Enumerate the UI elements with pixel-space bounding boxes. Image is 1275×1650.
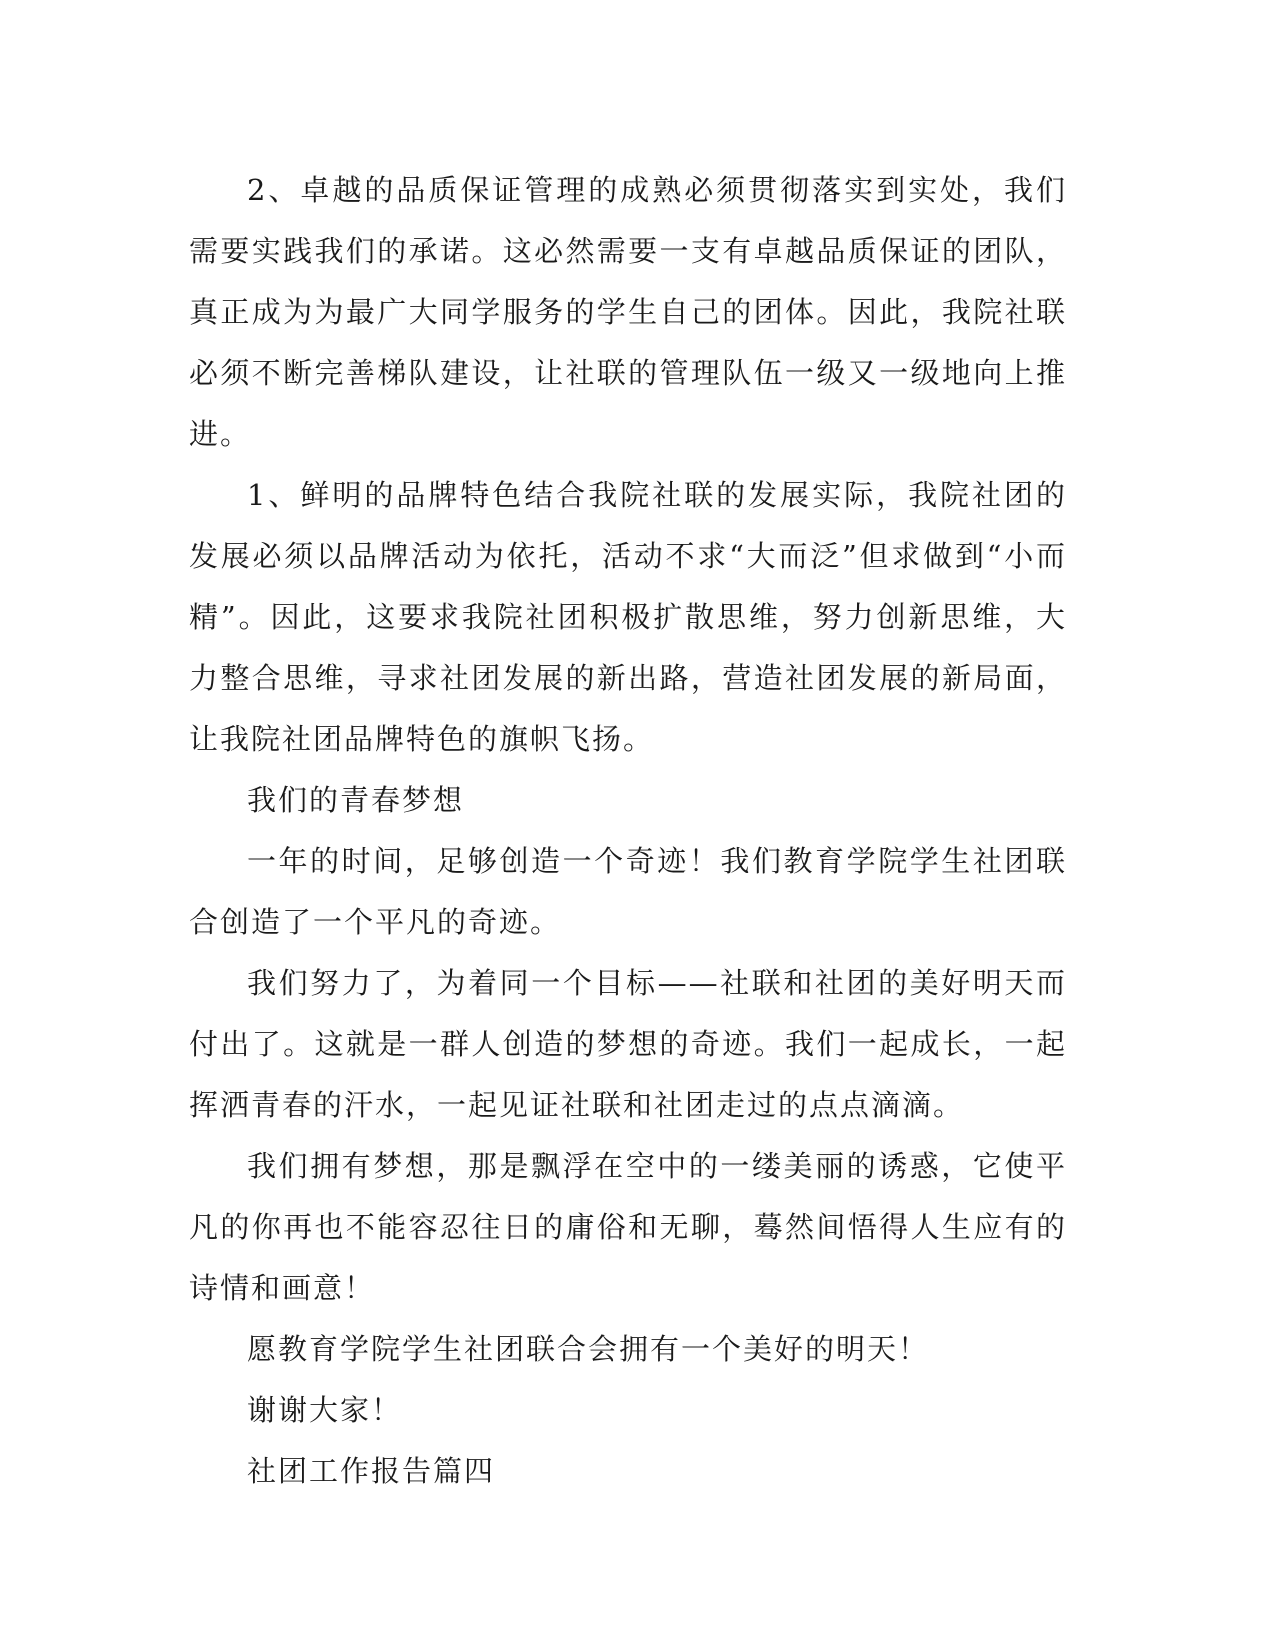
paragraph-wish: 愿教育学院学生社团联合会拥有一个美好的明天！ — [247, 1332, 930, 1366]
paragraph-thanks: 谢谢大家！ — [247, 1393, 403, 1427]
paragraph-brand-features: 1、鲜明的品牌特色结合我院社联的发展实际，我院社团的发展必须以品牌活动为依托，活动不求“大而泛”但求做到“小而精”。因此，这要求我院社团积极扩散思维，努力创新思维，大力整合思维，寻求社团发展的新出路，营造社团发展的新局面，让我院社团品牌特色的旗帜飞扬。 — [189, 478, 1067, 756]
section-heading-report-four: 社团工作报告篇四 — [247, 1454, 496, 1488]
paragraph-quality-assurance: 2、卓越的品质保证管理的成熟必须贯彻落实到实处，我们需要实践我们的承诺。这必然需要一支有卓越品质保证的团队，真正成为为最广大同学服务的学生自己的团体。因此，我院社联必须不断完善梯队建设，让社联的管理队伍一级又一级地向上推进。 — [189, 173, 1067, 451]
document-body — [189, 160, 1067, 1502]
paragraph-one-year: 一年的时间，足够创造一个奇迹！我们教育学院学生社团联合创造了一个平凡的奇迹。 — [189, 844, 1067, 939]
paragraph-have-dream: 我们拥有梦想，那是飘浮在空中的一缕美丽的诱惑，它使平凡的你再也不能容忍往日的庸俗和无聊，蓦然间悟得人生应有的诗情和画意！ — [189, 1149, 1067, 1305]
paragraph-worked-hard: 我们努力了，为着同一个目标——社联和社团的美好明天而付出了。这就是一群人创造的梦想的奇迹。我们一起成长，一起挥洒青春的汗水，一起见证社联和社团走过的点点滴滴。 — [189, 966, 1067, 1122]
section-heading-youth-dream: 我们的青春梦想 — [247, 783, 465, 817]
